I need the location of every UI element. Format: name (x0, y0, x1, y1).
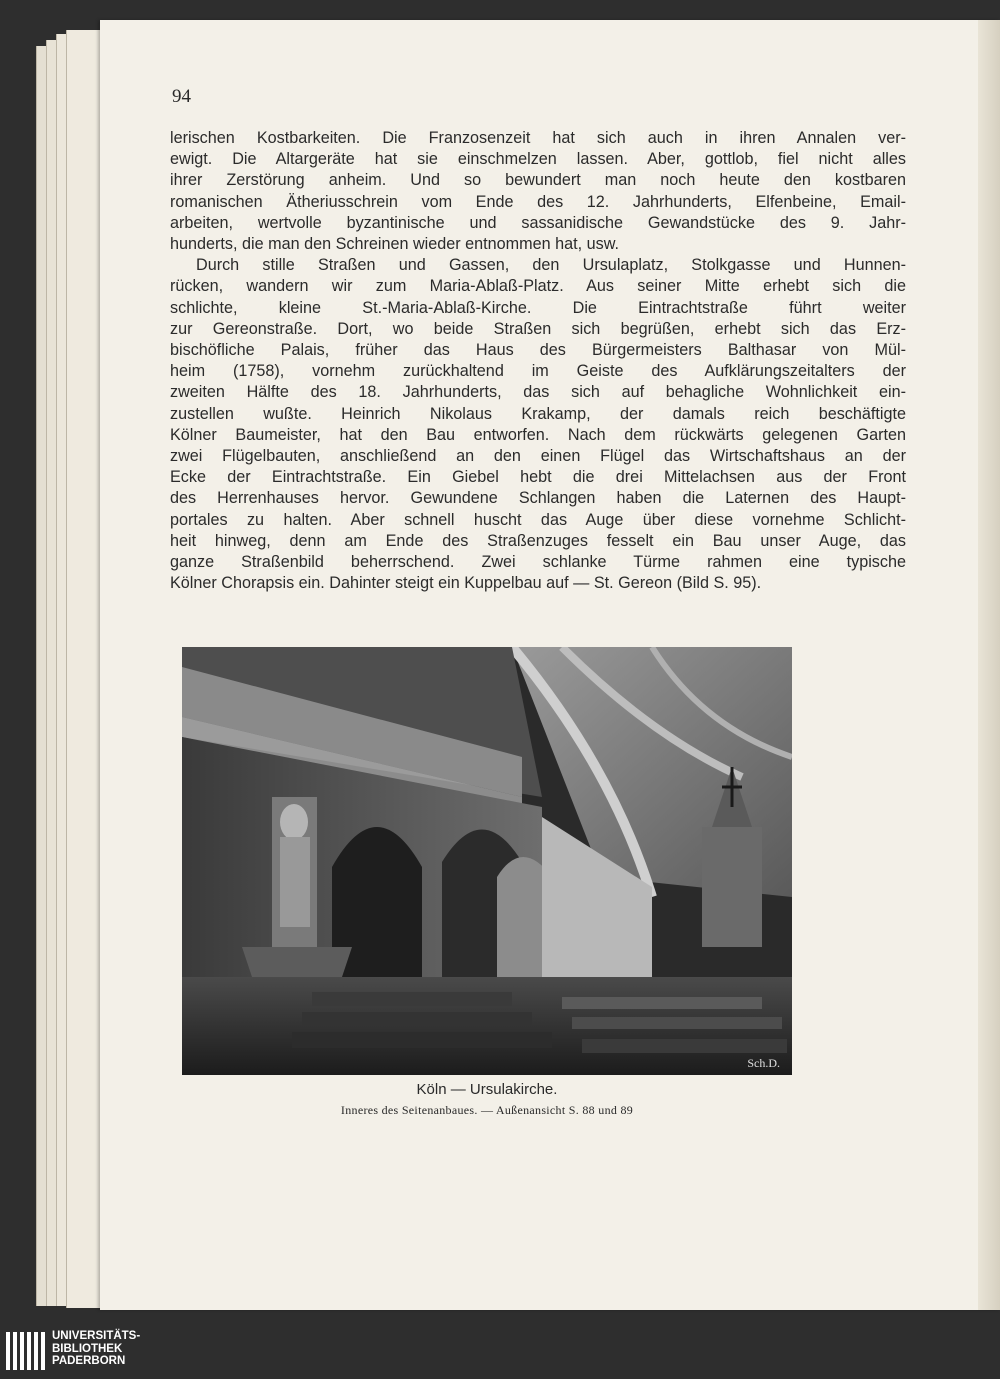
photo-illustration (182, 647, 792, 1075)
text-line: zweiten Hälfte des 18. Jahrhunderts, das sich auf behagliche Wohnlichkeit ein- (170, 383, 906, 402)
text-line: portales zu halten. Aber schnell huscht das Auge über diese vornehme Schlicht- (170, 510, 906, 529)
text-line: schlichte, kleine St.-Maria-Ablaß-Kirche. Die Eintrachtstraße führt weiter (170, 298, 906, 317)
text-line: ewigt. Die Altargeräte hat sie einschmelzen lassen. Aber, gottlob, fiel nicht alles (170, 150, 906, 169)
text-line: zustellen wußte. Heinrich Nikolaus Krakamp, der damals reich beschäftigte (170, 404, 906, 423)
page-curl-edge (978, 20, 1000, 1310)
text-line: des Herrenhauses hervor. Gewundene Schlangen haben die Laternen des Haupt- (170, 489, 906, 508)
text-line: bischöfliche Palais, früher das Haus des Bürgermeisters Balthasar von Mül- (170, 341, 906, 360)
text-line: heim (1758), vornehm zurückhaltend im Geiste des Aufklärungszeitalters der (170, 362, 906, 381)
text-line: Kölner Chorapsis ein. Dahinter steigt ein Kuppelbau auf — St. Gereon (Bild S. 95). (170, 574, 762, 593)
paragraph-2 (170, 255, 906, 594)
text-line: lerischen Kostbarkeiten. Die Franzosenzeit hat sich auch in ihren Annalen ver- (170, 129, 906, 147)
text-line: heit hinweg, denn am Ende des Straßenzuges fesselt ein Bau unser Auge, das (170, 531, 906, 550)
paragraph-1 (170, 128, 906, 255)
text-line: Durch stille Straßen und Gassen, den Ursulaplatz, Stolkgasse und Hunnen- (196, 256, 906, 275)
library-logo-text (52, 1330, 140, 1368)
logo-line: BIBLIOTHEK (52, 1342, 123, 1355)
logo-line: PADERBORN (52, 1355, 126, 1367)
figure-caption-subtitle: Inneres des Seitenanbaues. — Außenansicht S. 88 und 89 (340, 1103, 634, 1117)
church-interior-photo (182, 647, 792, 1075)
page-number: 94 (172, 86, 191, 107)
text-line: ihrer Zerstörung anheim. Und so bewundert man noch heute den kostbaren (170, 171, 906, 190)
library-logo-icon (6, 1332, 46, 1375)
text-line: ganze Straßenbild beherrschend. Zwei schlanke Türme rahmen eine typische (170, 553, 906, 572)
text-line: Kölner Baumeister, hat den Bau entworfen. Nach dem rückwärts gelegenen Garten (170, 425, 906, 444)
text-line: romanischen Ätheriusschrein vom Ende des 12. Jahrhunderts, Elfenbeine, Email- (170, 192, 906, 211)
text-line: rücken, wandern wir zum Maria-Ablaß-Platz. Aus seiner Mitte erhebt sich die (170, 277, 906, 296)
text-line: zur Gereonstraße. Dort, wo beide Straßen sich begrüßen, erhebt sich das Erz- (170, 319, 906, 338)
text-line: arbeiten, wertvolle byzantinische und sassanidische Gewandstücke des 9. Jahr- (170, 213, 906, 232)
photo-signature: Sch.D. (747, 1056, 780, 1070)
logo-line: UNIVERSITÄTS- (52, 1330, 141, 1342)
body-text (170, 128, 906, 594)
footer-bar (0, 1315, 1000, 1379)
figure-caption-title: Köln — Ursulakirche. (416, 1081, 558, 1098)
text-line: zwei Flügelbauten, anschließend an den einen Flügel das Wirtschaftshaus an der (170, 447, 906, 466)
text-line: hunderts, die man den Schreinen wieder entnommen hat, usw. (170, 235, 620, 254)
text-line: Ecke der Eintrachtstraße. Ein Giebel hebt die drei Mittelachsen aus der Front (170, 468, 906, 487)
